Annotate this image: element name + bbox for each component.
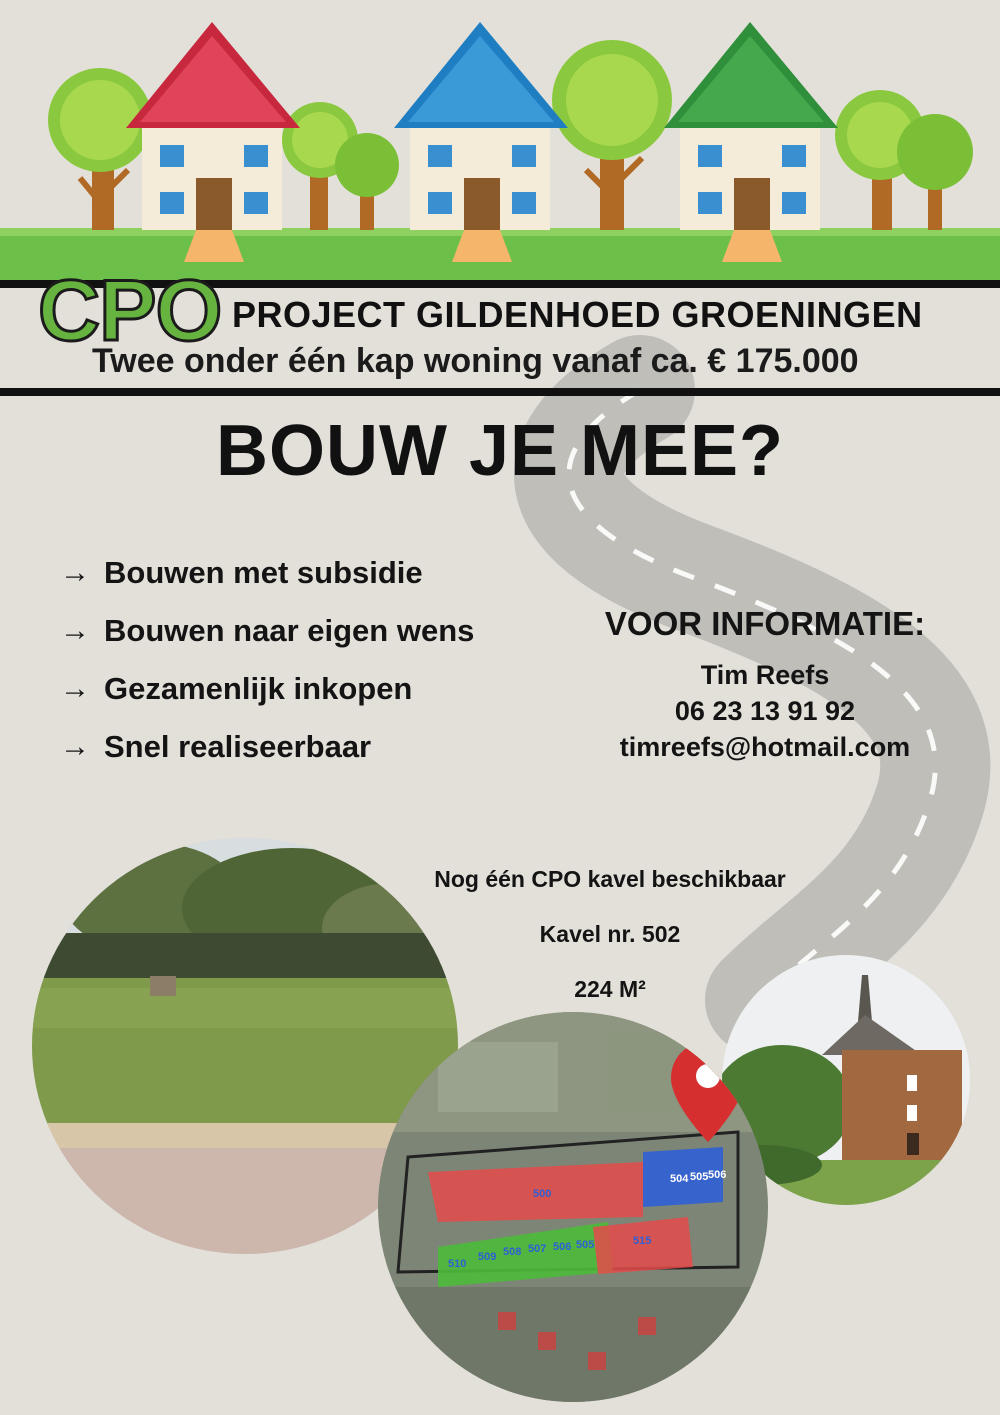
- map-label: 506: [553, 1241, 572, 1253]
- feature-label: Bouwen met subsidie: [104, 555, 423, 590]
- map-label: 505: [576, 1239, 595, 1251]
- arrow-right-icon: →: [60, 672, 90, 705]
- headline: BOUW JE MEE?: [215, 411, 785, 491]
- arrow-right-icon: →: [60, 730, 90, 763]
- plot-number: Kavel nr. 502: [539, 921, 681, 947]
- map-label: 505: [690, 1171, 709, 1183]
- contact-email[interactable]: timreefs@hotmail.com: [619, 732, 911, 762]
- feature-item: [60, 729, 371, 765]
- header-houses-illustration: [0, 0, 1000, 290]
- aerial-plot-map: [378, 1012, 768, 1402]
- plot-size: 224 M²: [574, 976, 646, 1002]
- map-label: 515: [633, 1235, 652, 1247]
- map-label: 510: [448, 1258, 467, 1270]
- cpo-logo: CPO: [38, 263, 222, 359]
- project-title: PROJECT GILDENHOED GROENINGEN: [232, 294, 923, 335]
- arrow-right-icon: →: [60, 556, 90, 589]
- plot-availability: Nog één CPO kavel beschikbaar: [434, 866, 786, 892]
- arrow-right-icon: →: [60, 614, 90, 647]
- map-label: 509: [478, 1251, 497, 1263]
- feature-label: Snel realiseerbaar: [104, 729, 372, 764]
- price-line: Twee onder één kap woning vanaf ca. € 175.000: [92, 342, 859, 380]
- feature-item: [60, 555, 423, 591]
- map-label: 508: [503, 1246, 522, 1258]
- map-label: 504: [670, 1173, 689, 1185]
- map-label: 506: [708, 1169, 727, 1181]
- contact-phone[interactable]: 06 23 13 91 92: [674, 696, 856, 726]
- map-label: 500: [533, 1188, 552, 1200]
- feature-label: Gezamenlijk inkopen: [104, 671, 413, 706]
- map-label: 507: [528, 1243, 547, 1255]
- header-divider-bottom: [0, 388, 1000, 396]
- contact-name: Tim Reefs: [700, 660, 830, 690]
- feature-item: [60, 671, 412, 707]
- info-heading: VOOR INFORMATIE:: [604, 605, 926, 642]
- feature-label: Bouwen naar eigen wens: [104, 613, 475, 648]
- feature-item: [60, 613, 474, 649]
